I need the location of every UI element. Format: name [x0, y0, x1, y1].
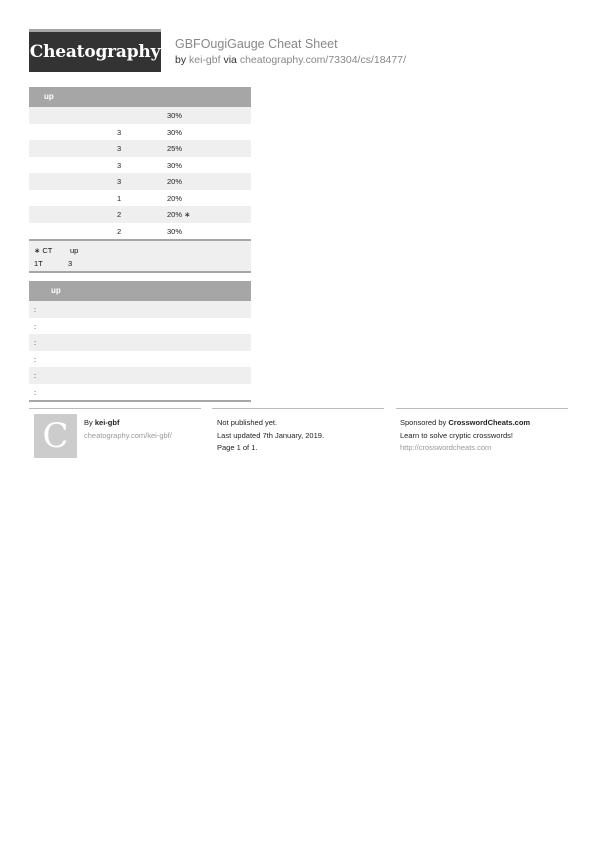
table-row — [29, 157, 251, 174]
page-title: GBFOugiGauge Cheat Sheet — [175, 37, 338, 51]
row-cell: : — [34, 387, 37, 397]
footer-divider — [396, 408, 568, 409]
footer-divider — [212, 408, 384, 409]
sheet-url-link[interactable]: cheatography.com/73304/cs/18477/ — [239, 54, 406, 66]
table-row — [29, 124, 251, 141]
row-cell: : — [34, 371, 37, 380]
footer-page: Page 1 of 1. — [217, 443, 258, 452]
table-row — [29, 334, 251, 351]
table-row — [29, 318, 251, 335]
note-value: up — [70, 246, 79, 255]
count-cell: 3 — [117, 160, 122, 170]
table-row — [29, 301, 251, 318]
section-heading: up — [29, 87, 251, 107]
footer-published: Not published yet. — [217, 418, 278, 427]
percent-cell: 30% — [167, 111, 183, 120]
note-label: ∗ CT — [34, 246, 53, 255]
percent-cell: 20% — [167, 193, 183, 203]
table-row — [29, 107, 251, 124]
table-row — [29, 206, 251, 223]
percent-cell: 30% — [167, 127, 183, 137]
row-cell: : — [34, 354, 37, 364]
row-cell: : — [34, 305, 37, 314]
cheatography-logo[interactable]: Cheatography — [29, 29, 161, 72]
row-cell: : — [34, 321, 37, 331]
table-row — [29, 367, 251, 384]
byline-via: via — [223, 54, 237, 66]
table-row — [29, 190, 251, 207]
percent-cell: 20% ∗ — [167, 210, 191, 219]
section-box-1 — [29, 87, 251, 273]
footer-sponsor-prefix: Sponsored by — [400, 418, 447, 427]
count-cell: 3 — [117, 177, 122, 186]
footer-by-label: By — [84, 418, 93, 427]
footer-sponsor-url[interactable]: http://crosswordcheats.com — [400, 443, 492, 452]
percent-cell: 30% — [167, 160, 183, 170]
note-label: 1T — [34, 259, 43, 268]
count-cell: 1 — [117, 193, 122, 203]
table-row — [29, 351, 251, 368]
table-row — [29, 173, 251, 190]
author-link[interactable]: kei-gbf — [189, 54, 221, 66]
percent-cell: 20% — [167, 177, 183, 186]
section-divider — [29, 400, 251, 402]
percent-cell: 30% — [167, 226, 183, 236]
table-row — [29, 384, 251, 401]
count-cell: 3 — [117, 144, 122, 153]
footer-sponsor-tagline: Learn to solve cryptic crosswords! — [400, 431, 513, 440]
footer-divider — [29, 408, 201, 409]
section-divider — [29, 271, 251, 273]
footer-sponsor — [400, 418, 530, 427]
note-value: 3 — [68, 259, 73, 268]
count-cell: 2 — [117, 226, 122, 236]
section-heading: up — [29, 281, 251, 301]
count-cell: 2 — [117, 210, 122, 219]
author-avatar[interactable]: C — [34, 414, 77, 458]
section-notes — [29, 241, 251, 271]
table-row — [29, 140, 251, 157]
footer-updated: Last updated 7th January, 2019. — [217, 431, 325, 440]
section-box-2 — [29, 281, 251, 402]
percent-cell: 25% — [167, 144, 183, 153]
footer-author-name[interactable]: kei-gbf — [94, 418, 120, 427]
byline — [175, 54, 406, 66]
byline-prefix: by — [175, 54, 187, 66]
table-row — [29, 223, 251, 240]
footer-author-url[interactable]: cheatography.com/kei-gbf/ — [84, 431, 172, 440]
footer-author — [84, 418, 119, 427]
row-cell: : — [34, 338, 37, 347]
count-cell: 3 — [117, 127, 122, 137]
footer-sponsor-name[interactable]: CrosswordCheats.com — [448, 418, 531, 427]
